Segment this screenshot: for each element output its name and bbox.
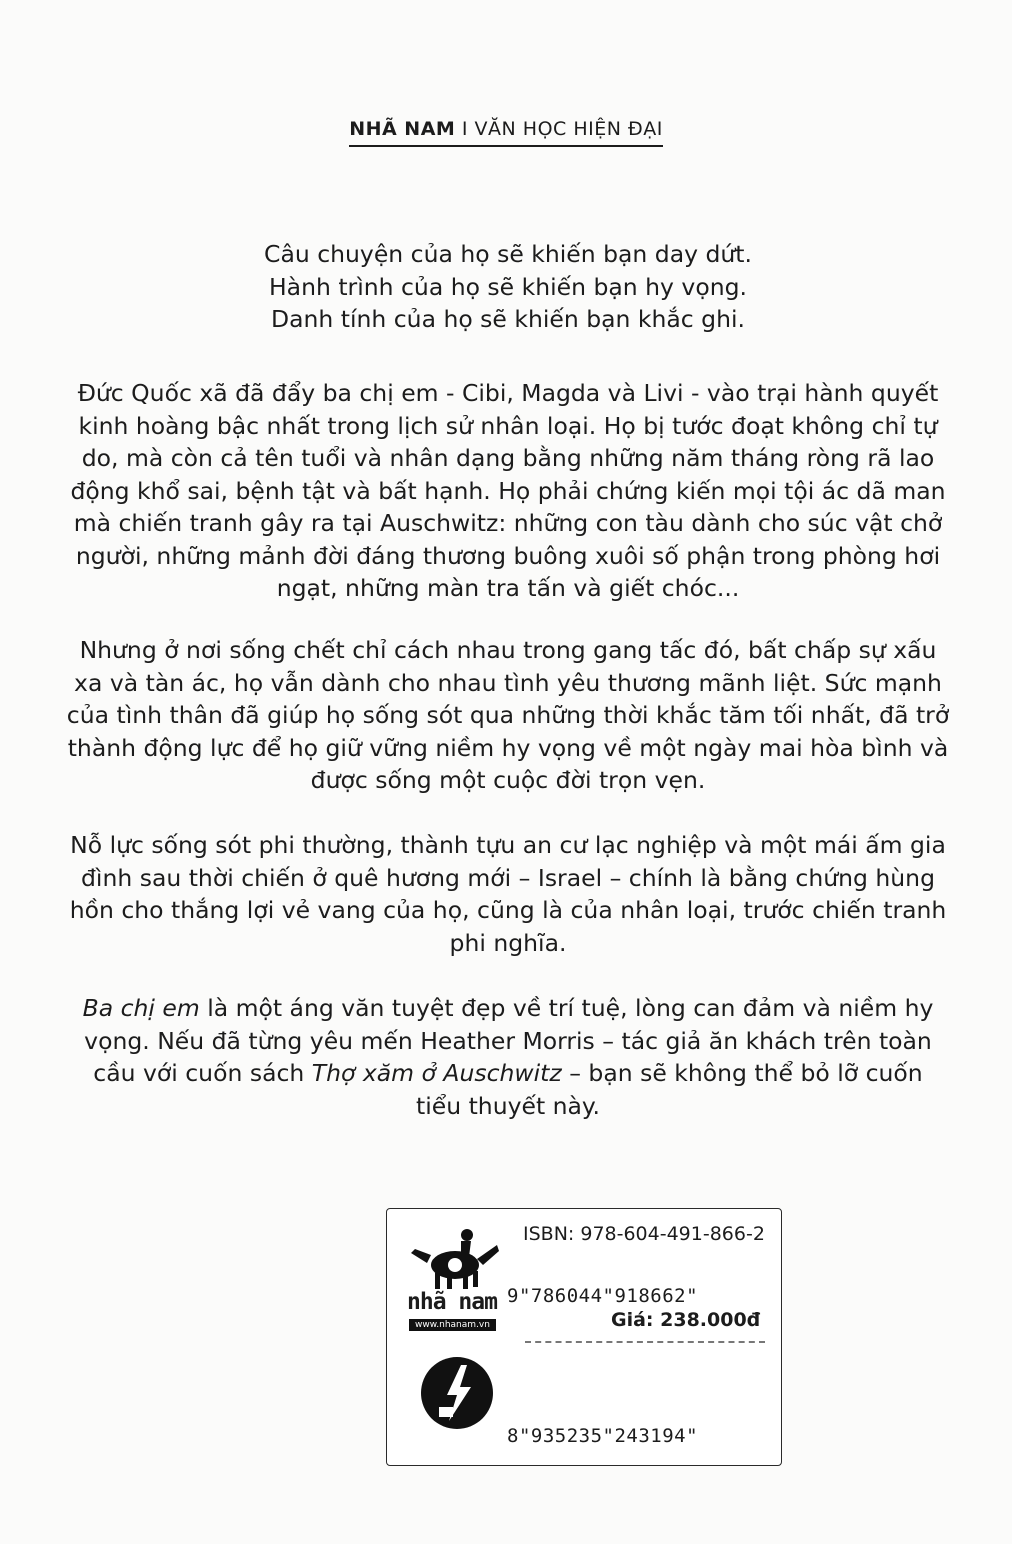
text-line: tiểu thuyết này. <box>416 1091 600 1120</box>
book-title: Ba chị em <box>82 994 200 1022</box>
blurb-paragraph-2 <box>58 634 958 797</box>
blurb-paragraph-4 <box>58 992 958 1122</box>
series-separator: I <box>461 118 468 140</box>
text-line: phi nghĩa. <box>449 928 567 957</box>
text-span: cầu với cuốn sách <box>93 1059 312 1087</box>
series-label <box>349 118 663 147</box>
text-line: hồn cho thắng lợi vẻ vang của họ, cũng là của nhân loại, trước chiến tranh <box>69 896 947 924</box>
barcode-box <box>386 1208 782 1466</box>
barcode-digits: 8"935235"243194" <box>507 1425 699 1447</box>
barcode-digits: 9"786044"918662" <box>507 1285 699 1307</box>
text-line: ngạt, những màn tra tấn và giết chóc... <box>276 574 740 602</box>
tagline <box>58 238 958 336</box>
series-category: VĂN HỌC HIỆN ĐẠI <box>474 118 663 140</box>
anti-piracy-lightning-icon <box>409 1341 505 1445</box>
isbn-number: ISBN: 978-604-491-866-2 <box>523 1223 765 1245</box>
nhanam-horse-logo-icon <box>407 1223 503 1293</box>
text-span: là một áng văn tuyệt đẹp về trí tuệ, lòng can đảm và niềm hy <box>199 994 934 1022</box>
anti-piracy-seal <box>409 1341 505 1449</box>
publisher-brand: nhã nam <box>407 1289 497 1315</box>
text-line <box>58 1057 958 1090</box>
text-line: Nỗ lực sống sót phi thường, thành tựu an cư lạc nghiệp và một mái ấm gia <box>70 831 946 859</box>
series-publisher: NHÃ NAM <box>349 118 456 140</box>
text-line: của tình thân đã giúp họ sống sót qua những thời khắc tăm tối nhất, đã trở <box>66 701 950 729</box>
book-title: Thợ xăm ở Auschwitz <box>311 1059 562 1087</box>
text-line: đình sau thời chiến ở quê hương mới – Israel – chính là bằng chứng hùng <box>81 863 935 892</box>
series-header <box>0 118 1012 147</box>
tagline-line: Hành trình của họ sẽ khiến bạn hy vọng. <box>269 272 747 301</box>
blurb-paragraph-1 <box>58 377 958 605</box>
tagline-line: Danh tính của họ sẽ khiến bạn khắc ghi. <box>271 305 745 333</box>
text-line: vọng. Nếu đã từng yêu mến Heather Morris – tác giả ăn khách trên toàn <box>84 1026 932 1055</box>
publisher-website: www.nhanam.vn <box>409 1319 496 1331</box>
text-line <box>58 992 958 1025</box>
text-line: thành động lực để họ giữ vững niềm hy vọng về một ngày mai hòa bình và <box>67 733 949 762</box>
text-line: do, mà còn cả tên tuổi và nhân dạng bằng những năm tháng ròng rã lao <box>81 444 935 472</box>
text-line: kinh hoàng bậc nhất trong lịch sử nhân loại. Họ bị tước đoạt không chỉ tự <box>78 411 938 440</box>
text-line: động khổ sai, bệnh tật và bất hạnh. Họ phải chứng kiến mọi tội ác dã man <box>70 476 946 505</box>
text-line: mà chiến tranh gây ra tại Auschwitz: những con tàu dành cho súc vật chở <box>73 509 943 537</box>
text-line: được sống một cuộc đời trọn vẹn. <box>310 766 706 794</box>
tagline-line: Câu chuyện của họ sẽ khiến bạn day dứt. <box>264 240 752 268</box>
blurb-paragraph-3 <box>58 829 958 959</box>
price-label: Giá: 238.000đ <box>611 1309 761 1331</box>
text-span: – bạn sẽ không thể bỏ lỡ cuốn <box>561 1059 923 1087</box>
text-line: Nhưng ở nơi sống chết chỉ cách nhau trong gang tấc đó, bất chấp sự xấu <box>79 636 937 664</box>
text-line: Đức Quốc xã đã đẩy ba chị em - Cibi, Magda và Livi - vào trại hành quyết <box>77 379 939 407</box>
dashed-divider <box>525 1341 765 1343</box>
publisher-logo <box>407 1223 507 1297</box>
text-line: xa và tàn ác, họ vẫn dành cho nhau tình yêu thương mãnh liệt. Sức mạnh <box>74 668 942 697</box>
text-line: người, những mảnh đời đáng thương buông xuôi số phận trong phòng hơi <box>75 541 941 570</box>
